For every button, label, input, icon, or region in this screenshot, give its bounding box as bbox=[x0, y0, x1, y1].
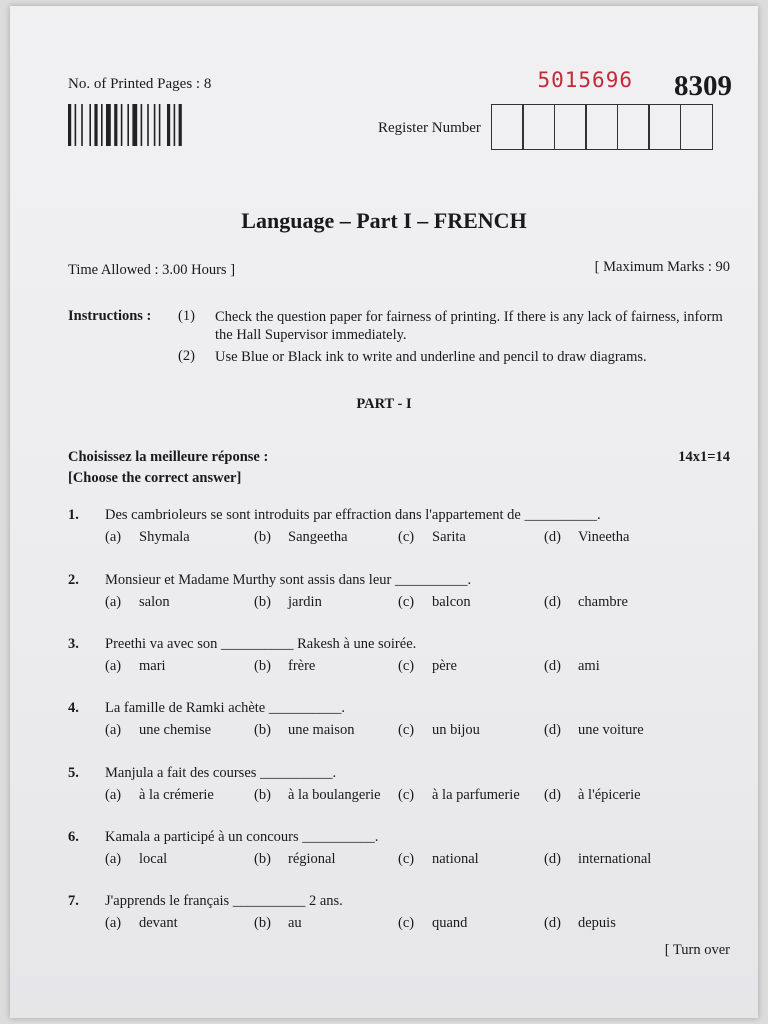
question-number: 7. bbox=[68, 893, 79, 909]
barcode-bar bbox=[94, 104, 97, 146]
option-letter: (b) bbox=[254, 915, 271, 931]
barcode-bar bbox=[141, 104, 143, 146]
answer-option bbox=[254, 915, 302, 932]
part-heading: PART - I bbox=[356, 396, 412, 412]
option-text: jardin bbox=[288, 594, 322, 610]
answer-option bbox=[544, 851, 651, 868]
option-letter: (a) bbox=[105, 787, 122, 803]
option-text: mari bbox=[139, 658, 166, 674]
answer-option bbox=[398, 594, 471, 611]
option-letter: (a) bbox=[105, 851, 122, 867]
option-letter: (a) bbox=[105, 915, 122, 931]
register-number-box bbox=[585, 104, 618, 150]
option-text: à l'épicerie bbox=[578, 787, 641, 803]
option-text: une maison bbox=[288, 722, 355, 738]
option-text: régional bbox=[288, 851, 336, 867]
option-text: ami bbox=[578, 658, 600, 674]
answer-option bbox=[105, 787, 214, 804]
question-text: Des cambrioleurs se sont introduits par effraction dans l'appartement de __________. bbox=[105, 507, 601, 523]
barcode-bar bbox=[154, 104, 156, 146]
register-number-box bbox=[648, 104, 681, 150]
answer-option bbox=[105, 658, 166, 675]
printed-pages: No. of Printed Pages : 8 bbox=[68, 76, 212, 92]
option-letter: (c) bbox=[398, 658, 415, 674]
option-text: Sangeetha bbox=[288, 529, 348, 545]
option-letter: (a) bbox=[105, 529, 122, 545]
option-text: quand bbox=[432, 915, 468, 931]
option-text: balcon bbox=[432, 594, 471, 610]
option-letter: (c) bbox=[398, 722, 415, 738]
option-letter: (b) bbox=[254, 722, 271, 738]
question-number: 5. bbox=[68, 765, 79, 781]
option-text: national bbox=[432, 851, 479, 867]
option-text: chambre bbox=[578, 594, 628, 610]
section-heading-english: [Choose the correct answer] bbox=[68, 470, 242, 486]
option-letter: (b) bbox=[254, 658, 271, 674]
option-letter: (c) bbox=[398, 594, 415, 610]
option-text: depuis bbox=[578, 915, 616, 931]
register-number-box bbox=[680, 104, 713, 150]
register-number-box bbox=[491, 104, 524, 150]
barcode-bar bbox=[147, 104, 149, 146]
option-letter: (c) bbox=[398, 851, 415, 867]
question-text: Manjula a fait des courses __________. bbox=[105, 765, 337, 781]
barcode-bar bbox=[89, 104, 91, 146]
option-text: international bbox=[578, 851, 652, 867]
barcode-bar bbox=[101, 104, 103, 146]
answer-option bbox=[254, 594, 322, 611]
barcode-image bbox=[68, 104, 184, 146]
barcode-bar bbox=[174, 104, 176, 146]
answer-option bbox=[105, 594, 170, 611]
answer-option bbox=[544, 722, 644, 739]
barcode-bar bbox=[132, 104, 137, 146]
option-letter: (d) bbox=[544, 915, 561, 931]
answer-option bbox=[254, 787, 381, 804]
option-letter: (d) bbox=[544, 722, 561, 738]
question-number: 2. bbox=[68, 572, 79, 588]
answer-option bbox=[105, 851, 167, 868]
option-letter: (d) bbox=[544, 594, 561, 610]
barcode-bar bbox=[106, 104, 111, 146]
instruction-1-text: Check the question paper for fairness of printing. If there is any lack of fairness, inform the Hall Supervisor immediately. bbox=[215, 309, 723, 343]
answer-option bbox=[105, 915, 178, 932]
exam-paper bbox=[10, 6, 758, 1018]
option-letter: (a) bbox=[105, 722, 122, 738]
option-text: au bbox=[288, 915, 302, 931]
option-letter: (c) bbox=[398, 787, 415, 803]
answer-option bbox=[105, 529, 190, 546]
option-text: Shymala bbox=[139, 529, 190, 545]
option-letter: (d) bbox=[544, 787, 561, 803]
question-number: 3. bbox=[68, 636, 79, 652]
option-text: une voiture bbox=[578, 722, 644, 738]
option-text: une chemise bbox=[139, 722, 212, 738]
answer-option bbox=[254, 658, 315, 675]
answer-option bbox=[398, 851, 479, 868]
option-letter: (b) bbox=[254, 851, 271, 867]
register-number-box bbox=[554, 104, 587, 150]
question-text: Kamala a participé à un concours __________. bbox=[105, 829, 379, 845]
barcode-bar bbox=[159, 104, 161, 146]
instruction-2-text: Use Blue or Black ink to write and underline and pencil to draw diagrams. bbox=[215, 349, 647, 365]
answer-option bbox=[398, 658, 457, 675]
option-letter: (a) bbox=[105, 594, 122, 610]
option-letter: (d) bbox=[544, 658, 561, 674]
question-number: 1. bbox=[68, 507, 79, 523]
answer-option bbox=[398, 787, 520, 804]
paper-code: 8309 bbox=[674, 70, 732, 102]
question-text: J'apprends le français __________ 2 ans. bbox=[105, 893, 343, 909]
register-number-box bbox=[617, 104, 650, 150]
option-text: un bijou bbox=[432, 722, 480, 738]
question-text: Preethi va avec son __________ Rakesh à une soirée. bbox=[105, 636, 417, 652]
register-number-box bbox=[522, 104, 555, 150]
question-number: 4. bbox=[68, 700, 79, 716]
section-heading-french: Choisissez la meilleure réponse : bbox=[68, 449, 269, 465]
turn-over-note: [ Turn over bbox=[664, 942, 730, 958]
answer-option bbox=[105, 722, 211, 739]
option-letter: (b) bbox=[254, 594, 271, 610]
option-letter: (b) bbox=[254, 529, 271, 545]
option-letter: (c) bbox=[398, 915, 415, 931]
option-text: devant bbox=[139, 915, 178, 931]
barcode-bar bbox=[68, 104, 71, 146]
barcode-bar bbox=[121, 104, 123, 146]
answer-option bbox=[254, 529, 348, 546]
option-letter: (d) bbox=[544, 529, 561, 545]
option-letter: (d) bbox=[544, 851, 561, 867]
maximum-marks: [ Maximum Marks : 90 bbox=[594, 259, 730, 275]
option-text: à la boulangerie bbox=[288, 787, 381, 803]
page-title: Language – Part I – FRENCH bbox=[241, 208, 527, 233]
serial-number: 5015696 bbox=[537, 68, 633, 92]
answer-option bbox=[398, 722, 480, 739]
option-text: local bbox=[139, 851, 168, 867]
answer-option bbox=[398, 529, 466, 546]
option-letter: (a) bbox=[105, 658, 122, 674]
register-number-label: Register Number bbox=[378, 120, 481, 136]
instruction-2-number: (2) bbox=[178, 348, 195, 364]
time-allowed: Time Allowed : 3.00 Hours ] bbox=[68, 262, 236, 278]
answer-option bbox=[254, 851, 336, 868]
answer-option bbox=[398, 915, 467, 932]
barcode-bar bbox=[81, 104, 83, 146]
option-text: père bbox=[432, 658, 457, 674]
barcode-bar bbox=[114, 104, 117, 146]
register-number-boxes bbox=[492, 104, 713, 150]
answer-option bbox=[544, 529, 629, 546]
option-text: Vineetha bbox=[578, 529, 630, 545]
question-text: La famille de Ramki achète __________. bbox=[105, 700, 345, 716]
section-marks: 14x1=14 bbox=[678, 449, 730, 465]
option-text: frère bbox=[288, 658, 316, 674]
barcode-bar bbox=[179, 104, 182, 146]
option-text: Sarita bbox=[432, 529, 466, 545]
instruction-1-number: (1) bbox=[178, 308, 195, 324]
option-letter: (c) bbox=[398, 529, 415, 545]
answer-option bbox=[254, 722, 354, 739]
answer-option bbox=[544, 915, 616, 932]
option-text: salon bbox=[139, 594, 170, 610]
barcode-bar bbox=[167, 104, 170, 146]
instructions-label: Instructions : bbox=[68, 308, 152, 324]
answer-option bbox=[544, 658, 600, 675]
option-letter: (b) bbox=[254, 787, 271, 803]
barcode-bar bbox=[75, 104, 77, 146]
question-number: 6. bbox=[68, 829, 79, 845]
question-text: Monsieur et Madame Murthy sont assis dans leur __________. bbox=[105, 572, 472, 588]
answer-option bbox=[544, 594, 628, 611]
option-text: à la parfumerie bbox=[432, 787, 520, 803]
answer-option bbox=[544, 787, 641, 804]
option-text: à la crémerie bbox=[139, 787, 214, 803]
barcode-bar bbox=[127, 104, 129, 146]
